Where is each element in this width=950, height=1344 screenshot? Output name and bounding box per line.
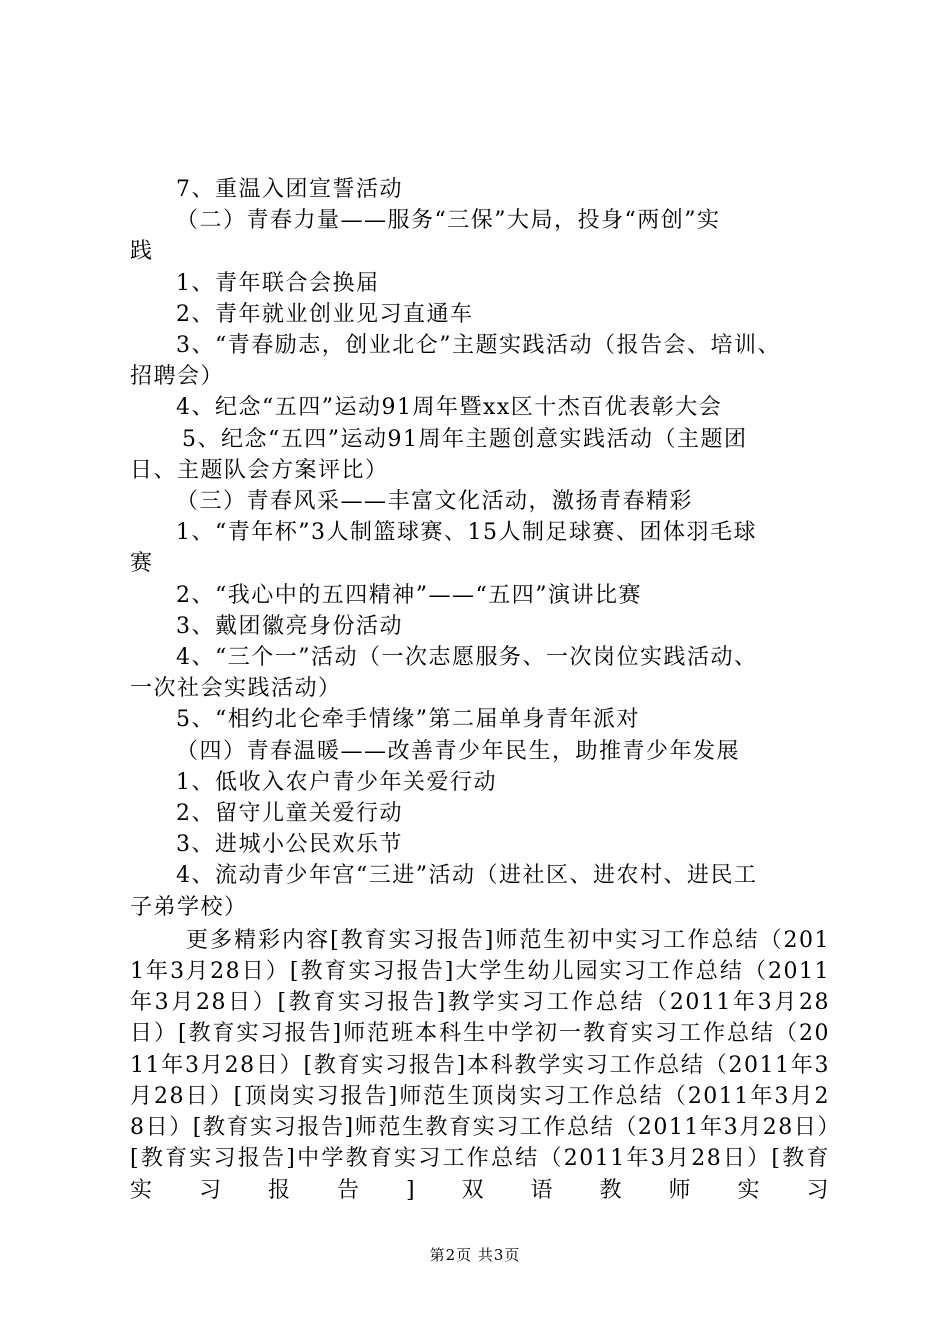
document-line: 践 (130, 239, 154, 265)
document-line: 子弟学校） (130, 894, 248, 920)
document-line: （四）青春温暖——改善青少年民生，助推青少年发展 (176, 738, 741, 764)
document-line: 2、留守儿童关爱行动 (176, 801, 403, 827)
document-line: 日、主题队会方案评比） (130, 457, 389, 483)
document-line: 赛 (130, 551, 154, 577)
document-line: 2、青年就业创业见习直通车 (176, 301, 474, 327)
document-line: 7、重温入团宣誓活动 (176, 177, 403, 202)
document-line: 5、“相约北仑牵手情缘”第二届单身青年派对 (176, 707, 640, 733)
document-line: 1、低收入农户青少年关爱行动 (176, 769, 497, 795)
document-line: 4、纪念“五四”运动91周年暨xx区十杰百优表彰大会 (176, 395, 723, 421)
document-line: 3、戴团徽亮身份活动 (176, 613, 403, 639)
document-line: 3、进城小公民欢乐节 (176, 832, 403, 858)
document-line: 2、“我心中的五四精神”——“五四”演讲比赛 (176, 582, 642, 608)
document-line: 5、纪念“五四”运动91周年主题创意实践活动（主题团 (182, 426, 748, 452)
document-line: 4、流动青少年宫“三进”活动（进社区、进农村、进民工 (176, 863, 758, 889)
document-line: 3、“青春励志，创业北仑”主题实践活动（报告会、培训、 (176, 333, 781, 359)
document-line: （二）青春力量——服务“三保”大局，投身“两创”实 (176, 208, 721, 234)
page-footer: 第2页 共3页 (429, 1246, 521, 1264)
more-content-paragraph: 更多精彩内容[教育实习报告]师范生初中实习工作总结（2011年3月28日）[教育实习报告]大学生幼儿园实习工作总结（2011年3月28日）[教育实习报告]教学实习工作总结（2011年3月28日）[教育实习报告]师范班本科生中学初一教育实习工作总结（2011年3月28日）[教育实习报告]本科教学实习工作总结（2011年3月28日）[顶岗实习报告]师范生顶岗实习工作总结（2011年3月28日）[教育实习报告]师范生教育实习工作总结（2011年3月28日）[教育实习报告]中学教育实习工作总结（2011年3月28日）[教育实习报告]双语教师实习 (130, 927, 830, 1203)
document-line: 1、“青年杯”3人制篮球赛、15人制足球赛、团体羽毛球 (176, 520, 757, 546)
document-line: （三）青春风采——丰富文化活动，激扬青春精彩 (176, 489, 694, 515)
document-line: 4、“三个一”活动（一次志愿服务、一次岗位实践活动、 (176, 645, 758, 671)
document-body (130, 174, 830, 1206)
document-line: 1、青年联合会换届 (176, 270, 380, 296)
document-line: 招聘会） (130, 364, 225, 390)
document-line: 一次社会实践活动） (130, 676, 342, 702)
